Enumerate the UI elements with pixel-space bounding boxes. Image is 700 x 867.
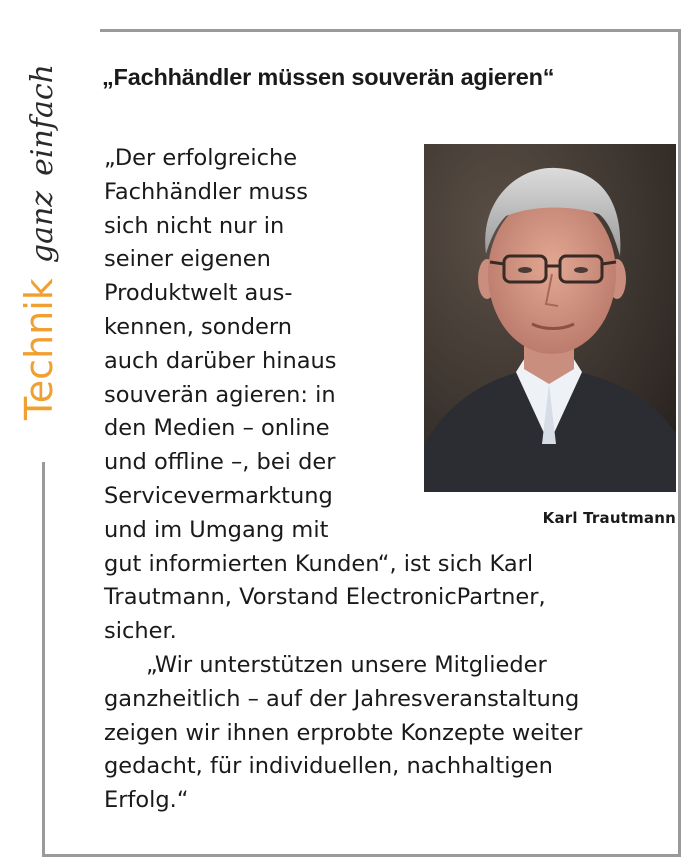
- portrait-photo: [424, 144, 676, 492]
- text-line: und offline –, bei der: [104, 449, 336, 476]
- text-line: ganzheitlich – auf der Jahresveranstaltung: [104, 685, 580, 712]
- svg-text:Technik ganz e: [17, 64, 61, 421]
- photo-caption: Karl Trautmann: [542, 509, 676, 527]
- paragraph-2: [104, 649, 676, 818]
- article-body: [104, 142, 676, 818]
- text-line: Produktwelt aus-: [104, 280, 293, 307]
- text-line: seiner eigenen: [104, 246, 271, 273]
- text-line: und im Umgang mit: [104, 516, 329, 543]
- text-line: kennen, sondern: [104, 313, 292, 340]
- frame-top-border: [100, 29, 681, 32]
- section-label-technik: Technik: [17, 278, 61, 420]
- text-line: Erfolg.“: [104, 787, 189, 814]
- text-line: Trautmann, Vorstand ElectronicPartner,: [104, 584, 546, 611]
- section-label-einfach: einfach: [25, 64, 60, 176]
- frame-right-border: [678, 29, 681, 857]
- text-line: gedacht, für individuellen, nachhaltigen: [104, 753, 553, 780]
- section-label-ganz: ganz: [25, 190, 60, 264]
- text-line: Servicevermarktung: [104, 482, 333, 509]
- frame-bottom-border: [42, 854, 681, 857]
- text-line: den Medien – online: [104, 415, 330, 442]
- frame-left-border: [42, 462, 45, 857]
- section-label: [8, 14, 64, 424]
- photo-figure: [424, 144, 676, 534]
- article-headline: „Fachhändler müssen souverän agieren“: [102, 64, 555, 90]
- text-line: souverän agieren: in: [104, 381, 336, 408]
- text-line: zeigen wir ihnen erprobte Konzepte weiter: [104, 719, 583, 746]
- text-line: „Der erfolgreiche: [104, 145, 298, 171]
- text-line: gut informierten Kunden“, ist sich Karl: [104, 550, 534, 577]
- text-line: auch darüber hinaus: [104, 347, 337, 374]
- text-line: sicher.: [104, 618, 177, 645]
- text-line: „Wir unterstützen unsere Mitglieder: [146, 651, 547, 678]
- text-line: sich nicht nur in: [104, 212, 285, 239]
- text-line: Fachhändler muss: [104, 178, 309, 205]
